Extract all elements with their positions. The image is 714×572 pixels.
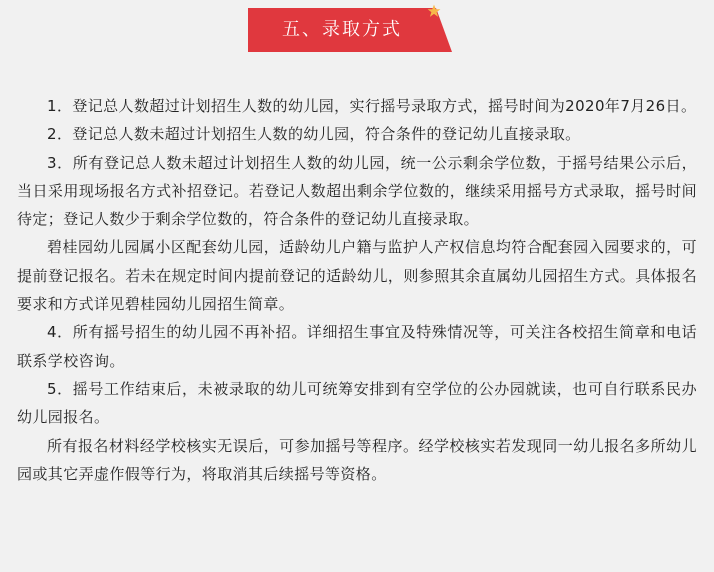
paragraph-item-5: 5．摇号工作结束后，未被录取的幼儿可统筹安排到有空学位的公办园就读，也可自行联系民办幼儿园报名。 — [17, 379, 697, 427]
section-header-banner — [248, 8, 452, 52]
paragraph-item-3: 3．所有登记总人数未超过计划招生人数的幼儿园，统一公示剩余学位数，于摇号结果公示后，当日采用现场报名方式补招登记。若登记人数超出剩余学位数的，继续采用摇号方式录取，摇号时间待定；登记人数少于剩余学位数的，符合条件的登记幼儿直接录取。 — [17, 153, 697, 229]
article-body — [17, 92, 697, 488]
paragraph-item-2: 2．登记总人数未超过计划招生人数的幼儿园，符合条件的登记幼儿直接录取。 — [47, 125, 581, 144]
paragraph-final-note: 所有报名材料经学校核实无误后，可参加摇号等程序。经学校核实若发现同一幼儿报名多所幼儿园或其它弄虚作假等行为，将取消其后续摇号等资格。 — [17, 436, 697, 483]
paragraph-item-4: 4．所有摇号招生的幼儿园不再补招。详细招生事宜及特殊情况等，可关注各校招生简章和电话联系学校咨询。 — [17, 323, 697, 370]
section-title: 五、录取方式 — [282, 19, 402, 40]
paragraph-biguiyuan-note: 碧桂园幼儿园属小区配套幼儿园，适龄幼儿户籍与监护人产权信息均符合配套园入园要求的，可提前登记报名。若未在规定时间内提前登记的适龄幼儿，则参照其余直属幼儿园招生方式。具体报名要求和方式详见碧桂园幼儿园招生简章。 — [17, 238, 697, 314]
paragraph-item-1: 1．登记总人数超过计划招生人数的幼儿园，实行摇号录取方式，摇号时间为2020年7月26日。 — [47, 97, 697, 115]
